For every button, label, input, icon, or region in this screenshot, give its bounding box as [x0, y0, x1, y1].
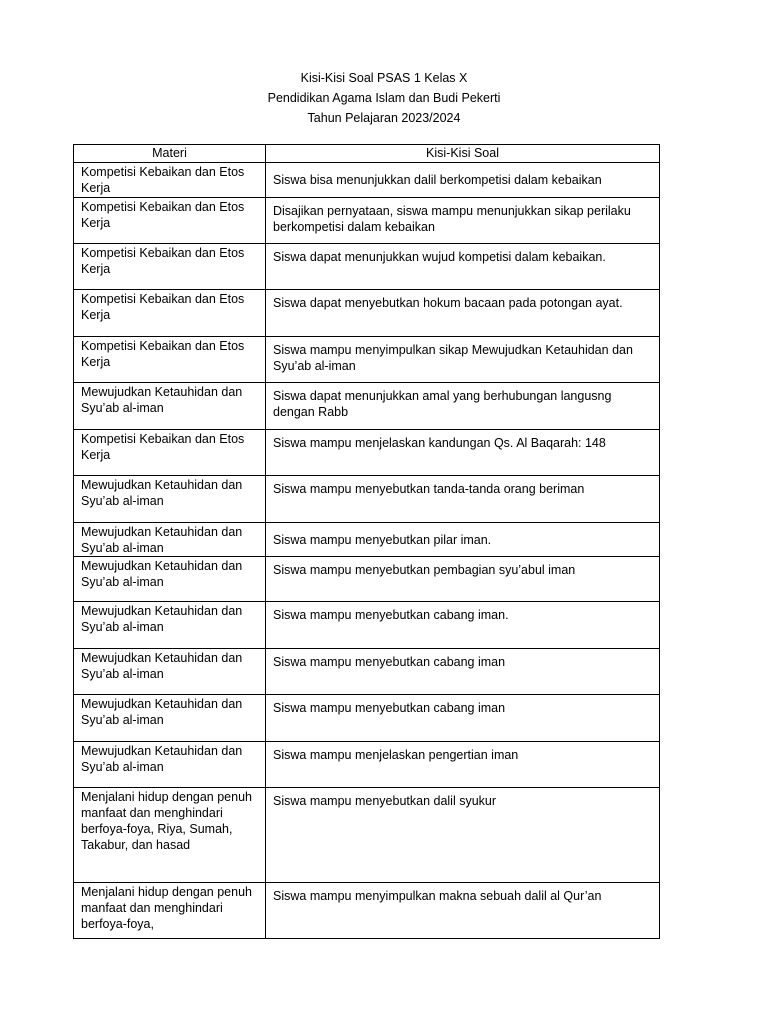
table-row — [74, 198, 660, 244]
cell-kisi-kisi-soal: Siswa mampu menyebutkan dalil syukur — [266, 788, 660, 883]
cell-materi: Mewujudkan Ketauhidan dan Syu’ab al-iman — [74, 695, 266, 742]
table-row — [74, 163, 660, 198]
cell-materi: Menjalani hidup dengan penuh manfaat dan menghindari berfoya-foya, Riya, Sumah, Takabur, dan hasad — [74, 788, 266, 883]
cell-materi: Mewujudkan Ketauhidan dan Syu’ab al-iman — [74, 557, 266, 602]
header-subject: Pendidikan Agama Islam dan Budi Pekerti — [267, 91, 501, 105]
table-header-row — [74, 145, 660, 163]
column-header-kisi-kisi-soal: Kisi-Kisi Soal — [266, 145, 660, 163]
cell-kisi-kisi-soal: Siswa mampu menyebutkan cabang iman — [266, 695, 660, 742]
cell-kisi-kisi-soal: Siswa mampu menjelaskan pengertian iman — [266, 742, 660, 788]
cell-kisi-kisi-soal: Siswa mampu menyimpulkan makna sebuah dalil al Qur’an — [266, 883, 660, 939]
cell-materi: Mewujudkan Ketauhidan dan Syu’ab al-iman — [74, 383, 266, 430]
table-row — [74, 883, 660, 939]
cell-materi: Mewujudkan Ketauhidan dan Syu’ab al-iman — [74, 649, 266, 695]
cell-kisi-kisi-soal: Siswa dapat menyebutkan hokum bacaan pada potongan ayat. — [266, 290, 660, 337]
cell-kisi-kisi-soal: Disajikan pernyataan, siswa mampu menunjukkan sikap perilaku berkompetisi dalam kebaikan — [266, 198, 660, 244]
cell-materi: Kompetisi Kebaikan dan Etos Kerja — [74, 290, 266, 337]
header-academic-year: Tahun Pelajaran 2023/2024 — [307, 111, 461, 125]
cell-materi: Kompetisi Kebaikan dan Etos Kerja — [74, 430, 266, 476]
cell-kisi-kisi-soal: Siswa mampu menyebutkan cabang iman. — [266, 602, 660, 649]
table-row — [74, 290, 660, 337]
document-header — [0, 68, 768, 128]
cell-kisi-kisi-soal: Siswa mampu menyebutkan pembagian syu’abul iman — [266, 557, 660, 602]
cell-kisi-kisi-soal: Siswa mampu menyebutkan pilar iman. — [266, 523, 660, 557]
cell-materi: Mewujudkan Ketauhidan dan Syu’ab al-iman — [74, 602, 266, 649]
table-row — [74, 476, 660, 523]
cell-kisi-kisi-soal: Siswa mampu menyebutkan tanda-tanda orang beriman — [266, 476, 660, 523]
cell-materi: Kompetisi Kebaikan dan Etos Kerja — [74, 198, 266, 244]
cell-materi: Menjalani hidup dengan penuh manfaat dan menghindari berfoya-foya, — [74, 883, 266, 939]
table-row — [74, 649, 660, 695]
cell-materi: Kompetisi Kebaikan dan Etos Kerja — [74, 163, 266, 198]
cell-kisi-kisi-soal: Siswa bisa menunjukkan dalil berkompetisi dalam kebaikan — [266, 163, 660, 198]
table-row — [74, 602, 660, 649]
cell-kisi-kisi-soal: Siswa mampu menyimpulkan sikap Mewujudkan Ketauhidan dan Syu’ab al-iman — [266, 337, 660, 383]
cell-kisi-kisi-soal: Siswa mampu menyebutkan cabang iman — [266, 649, 660, 695]
table-row — [74, 244, 660, 290]
table-row — [74, 557, 660, 602]
table-row — [74, 742, 660, 788]
table-row — [74, 430, 660, 476]
cell-materi: Mewujudkan Ketauhidan dan Syu’ab al-iman — [74, 523, 266, 557]
table-row — [74, 523, 660, 557]
table-row — [74, 383, 660, 430]
table-row — [74, 695, 660, 742]
cell-materi: Mewujudkan Ketauhidan dan Syu’ab al-iman — [74, 742, 266, 788]
cell-kisi-kisi-soal: Siswa dapat menunjukkan wujud kompetisi dalam kebaikan. — [266, 244, 660, 290]
table-row — [74, 337, 660, 383]
cell-kisi-kisi-soal: Siswa dapat menunjukkan amal yang berhubungan langusng dengan Rabb — [266, 383, 660, 430]
cell-materi: Mewujudkan Ketauhidan dan Syu’ab al-iman — [74, 476, 266, 523]
header-title: Kisi-Kisi Soal PSAS 1 Kelas X — [300, 71, 468, 85]
cell-kisi-kisi-soal: Siswa mampu menjelaskan kandungan Qs. Al Baqarah: 148 — [266, 430, 660, 476]
table-row — [74, 788, 660, 883]
cell-materi: Kompetisi Kebaikan dan Etos Kerja — [74, 337, 266, 383]
column-header-materi: Materi — [74, 145, 266, 163]
cell-materi: Kompetisi Kebaikan dan Etos Kerja — [74, 244, 266, 290]
kisi-kisi-table — [73, 144, 660, 939]
